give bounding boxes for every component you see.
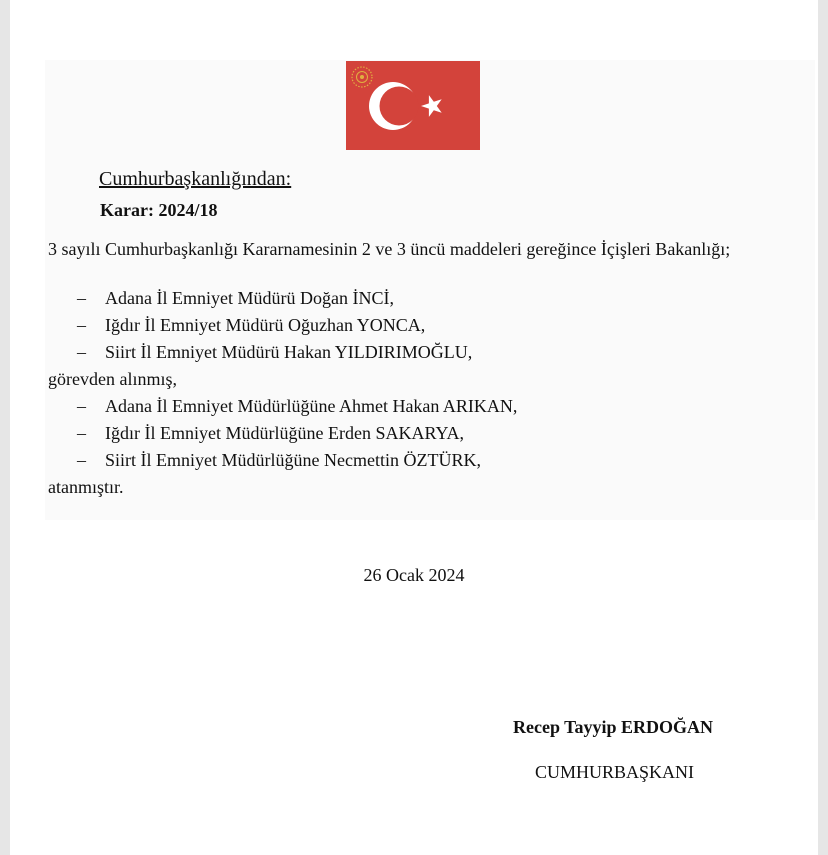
flag-graphic bbox=[346, 61, 480, 150]
decision-number: Karar: 2024/18 bbox=[100, 200, 218, 220]
appointed-item-text: Adana İl Emniyet Müdürlüğüne Ahmet Hakan ARIKAN, bbox=[105, 396, 518, 416]
dismissed-item bbox=[77, 342, 472, 363]
dismissed-item-text: Iğdır İl Emniyet Müdürü Oğuzhan YONCA, bbox=[105, 315, 426, 335]
list-dash: – bbox=[77, 288, 86, 308]
appointed-item-text: Iğdır İl Emniyet Müdürlüğüne Erden SAKARYA, bbox=[105, 423, 464, 443]
dismissed-item bbox=[77, 288, 394, 309]
dismissed-item-text: Adana İl Emniyet Müdürü Doğan İNCİ, bbox=[105, 288, 394, 308]
crescent-icon bbox=[369, 82, 419, 130]
appointed-item bbox=[77, 396, 517, 417]
dismissed-item-text: Siirt İl Emniyet Müdürü Hakan YILDIRIMOĞLU, bbox=[105, 342, 473, 362]
appointed-item-text: Siirt İl Emniyet Müdürlüğüne Necmettin ÖZTÜRK, bbox=[105, 450, 481, 470]
dismissed-closing: görevden alınmış, bbox=[48, 369, 177, 389]
turkish-flag-icon bbox=[346, 61, 480, 150]
intro-paragraph: 3 sayılı Cumhurbaşkanlığı Kararnamesinin 2 ve 3 üncü maddeleri gereğince İçişleri Bakanlığı; bbox=[48, 239, 731, 259]
star-icon bbox=[421, 95, 442, 117]
dismissed-item bbox=[77, 315, 425, 336]
list-dash: – bbox=[77, 315, 86, 335]
list-dash: – bbox=[77, 423, 86, 443]
appointed-item bbox=[77, 423, 464, 444]
decision-date: 26 Ocak 2024 bbox=[363, 565, 465, 585]
list-dash: – bbox=[77, 396, 86, 416]
signatory-title: CUMHURBAŞKANI bbox=[535, 762, 695, 782]
list-dash: – bbox=[77, 450, 86, 470]
issuer-heading: Cumhurbaşkanlığından: bbox=[99, 168, 292, 190]
appointed-item bbox=[77, 450, 481, 471]
presidential-seal-icon bbox=[352, 67, 372, 87]
appointed-closing: atanmıştır. bbox=[48, 477, 124, 497]
list-dash: – bbox=[77, 342, 86, 362]
signatory-name: Recep Tayyip ERDOĞAN bbox=[513, 717, 714, 737]
